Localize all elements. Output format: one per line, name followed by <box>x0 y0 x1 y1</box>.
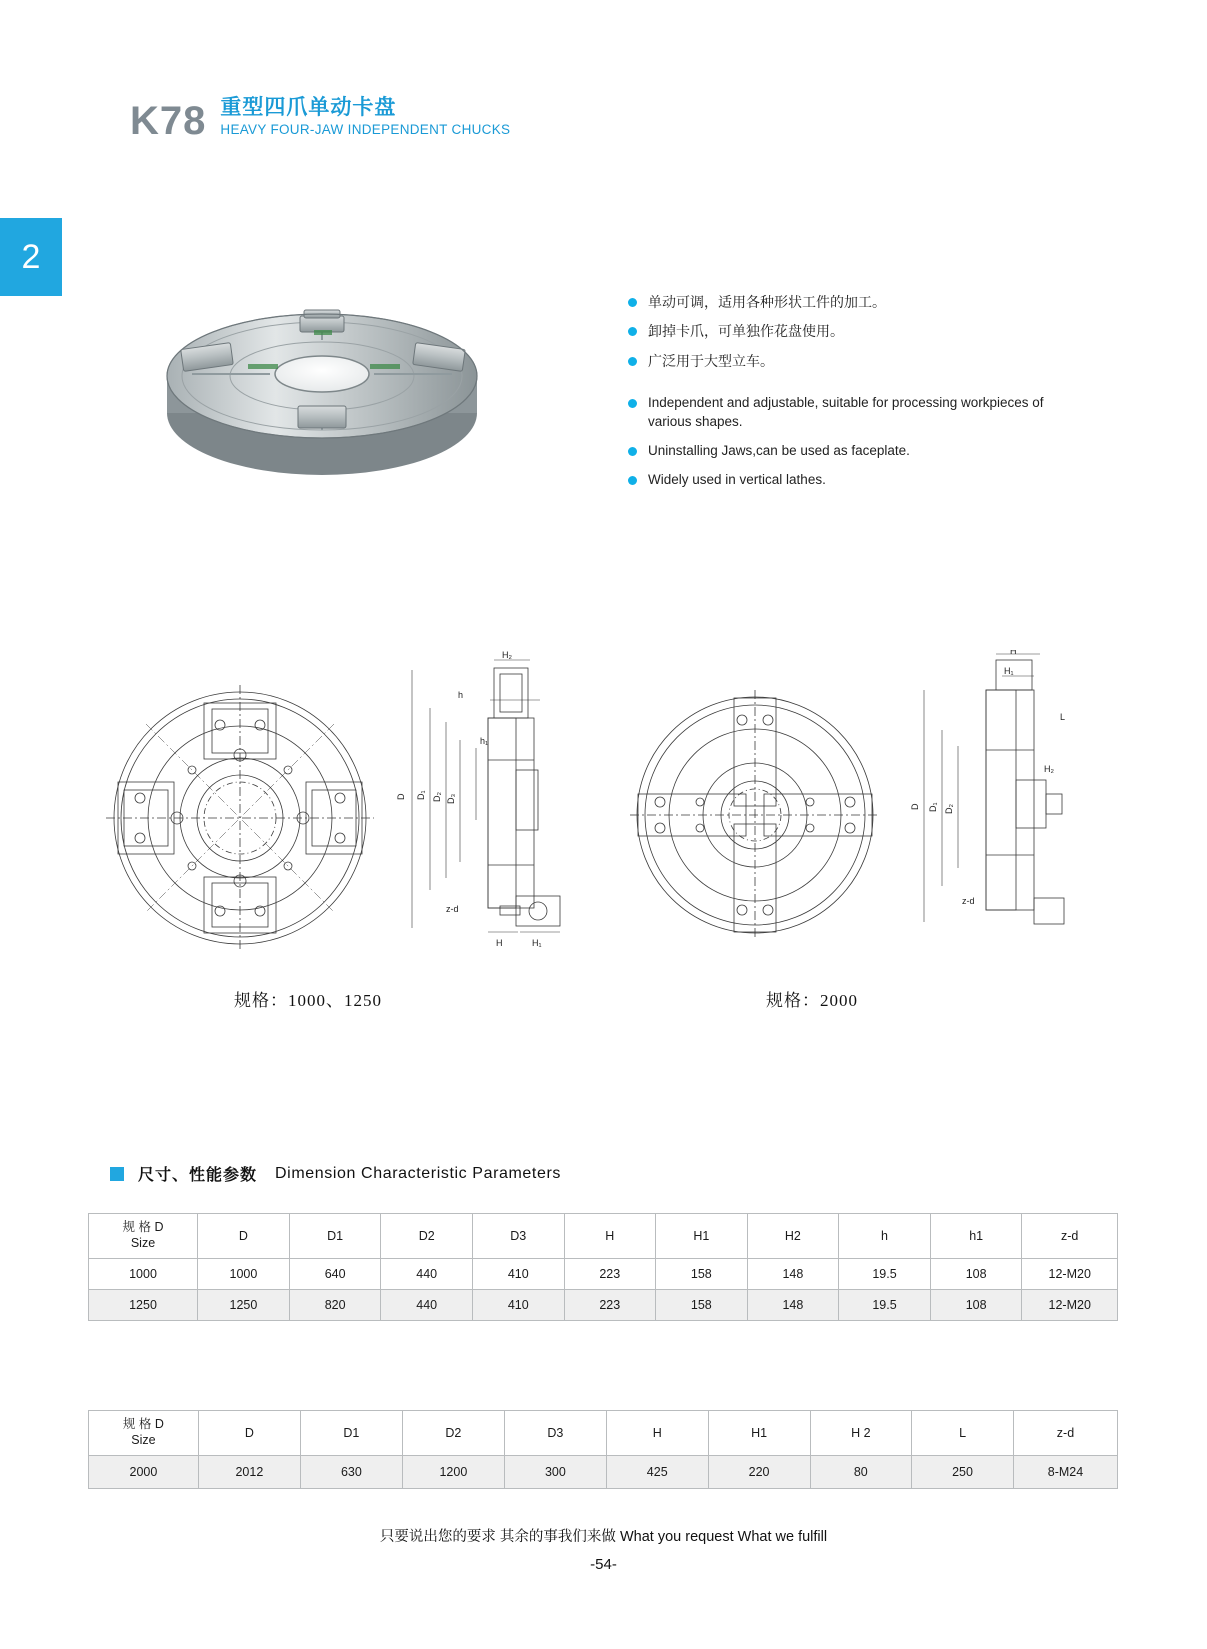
feature-item-cn <box>628 292 1048 312</box>
cell: 440 <box>381 1290 473 1321</box>
dimension-table-2 <box>88 1410 1118 1489</box>
cell: 148 <box>747 1259 839 1290</box>
table1-header-h: H <box>564 1214 656 1259</box>
feature-text-en: Widely used in vertical lathes. <box>648 471 826 487</box>
cell: 1200 <box>402 1456 504 1489</box>
dim-label-d1: D₁ <box>928 802 938 812</box>
cell: 1000 <box>198 1259 290 1290</box>
cell: 223 <box>564 1259 656 1290</box>
section-title-en: Dimension Characteristic Parameters <box>275 1164 561 1182</box>
dim-label-d: D <box>910 803 920 810</box>
feature-text-en: Independent and adjustable, suitable for processing workpieces of various shapes. <box>648 394 1044 430</box>
chapter-number: 2 <box>21 237 41 276</box>
cell: 158 <box>656 1290 748 1321</box>
table1-header-size <box>89 1214 198 1259</box>
cell: 148 <box>747 1290 839 1321</box>
dim-label-d2: D₂ <box>432 792 442 802</box>
drawing-section-view-1000-1250 <box>390 650 600 955</box>
dim-label-d3: D₃ <box>446 793 456 804</box>
dim-label-h1b: H₁ <box>532 938 542 948</box>
table2-header-l: L <box>912 1411 1014 1456</box>
table-row <box>89 1456 1118 1489</box>
dim-label-h: H <box>1010 650 1017 656</box>
table-header-row <box>89 1411 1118 1456</box>
drawing-caption-right: 规格：2000 <box>766 991 858 1010</box>
bullet-dot-icon <box>628 447 637 456</box>
drawing-caption-left: 规格：1000、1250 <box>234 991 382 1010</box>
cell: 1250 <box>89 1290 198 1321</box>
bullet-dot-icon <box>628 476 637 485</box>
product-code: K78 <box>130 98 207 143</box>
cell: 220 <box>708 1456 810 1489</box>
table1-header-h2: H2 <box>747 1214 839 1259</box>
dim-label-h2: H₂ <box>1044 764 1054 774</box>
cell: 410 <box>472 1259 564 1290</box>
section-title-cn: 尺寸、性能参数 <box>138 1167 258 1184</box>
cell: 425 <box>606 1456 708 1489</box>
dim-label-d: D <box>396 793 406 800</box>
dim-label-zd: z-d <box>446 904 459 914</box>
table-row <box>89 1259 1118 1290</box>
footer-slogan: 只要说出您的要求 其余的事我们来做 What you request What we fulfill <box>379 1529 828 1545</box>
bullet-dot-icon <box>628 357 637 366</box>
cell: 250 <box>912 1456 1014 1489</box>
cell: 820 <box>289 1290 381 1321</box>
product-title-en: HEAVY FOUR-JAW INDEPENDENT CHUCKS <box>220 122 511 138</box>
cell: 2000 <box>89 1456 199 1489</box>
table1-header-h1: H1 <box>656 1214 748 1259</box>
table2-header-h: H <box>606 1411 708 1456</box>
cell: 410 <box>472 1290 564 1321</box>
dim-label-l: L <box>1060 712 1066 722</box>
feature-item-en <box>628 441 1048 461</box>
dimension-table-1 <box>88 1213 1118 1321</box>
table1-header-h1low: h1 <box>930 1214 1022 1259</box>
table-header-row <box>89 1214 1118 1259</box>
dim-label-h1: H₁ <box>1004 666 1014 676</box>
cell: 1000 <box>89 1259 198 1290</box>
dim-label-d1: D₁ <box>416 790 426 800</box>
table1-header-d2: D2 <box>381 1214 473 1259</box>
dim-label-zd: z-d <box>962 896 975 906</box>
chapter-tab <box>0 218 62 296</box>
feature-item-cn <box>628 351 1048 371</box>
cell: 8-M24 <box>1013 1456 1117 1489</box>
table1-header-hlow: h <box>839 1214 931 1259</box>
page-number: -54- <box>590 1556 617 1573</box>
table2-header-size-en: Size <box>131 1433 156 1447</box>
table-row <box>89 1290 1118 1321</box>
product-photo <box>152 288 492 503</box>
table1-header-d1: D1 <box>289 1214 381 1259</box>
table1-header-size-cn: 规 格 D <box>122 1220 164 1235</box>
table1-header-size-en: Size <box>130 1236 156 1250</box>
cell: 630 <box>300 1456 402 1489</box>
feature-text-cn: 单动可调，适用各种形状工件的加工。 <box>648 294 886 310</box>
feature-item-en <box>628 393 1048 432</box>
bullet-dot-icon <box>628 298 637 307</box>
product-title-cn: 重型四爪单动卡盘 <box>220 96 397 119</box>
cell: 12-M20 <box>1022 1259 1118 1290</box>
cell: 158 <box>656 1259 748 1290</box>
table2-header-size <box>89 1411 199 1456</box>
feature-text-cn: 广泛用于大型立车。 <box>648 352 774 369</box>
drawing-front-view-2000 <box>630 690 880 945</box>
table2-header-d3: D3 <box>504 1411 606 1456</box>
feature-item-cn <box>628 321 1048 341</box>
table2-header-h1: H1 <box>708 1411 810 1456</box>
feature-list <box>628 292 1048 498</box>
cell: 300 <box>504 1456 606 1489</box>
section-title <box>110 1162 561 1185</box>
dim-label-h: h <box>458 690 464 700</box>
table2-header-size-cn: 规 格 D <box>122 1417 164 1432</box>
cell: 19.5 <box>839 1259 931 1290</box>
dim-label-h1: h₁ <box>480 736 489 746</box>
bullet-dot-icon <box>628 327 637 336</box>
dim-label-d2: D₂ <box>944 804 954 814</box>
feature-text-cn: 卸掉卡爪，可单独作花盘使用。 <box>648 323 844 340</box>
cell: 640 <box>289 1259 381 1290</box>
table1-header-d: D <box>198 1214 290 1259</box>
chuck-photo-illustration <box>152 288 492 503</box>
drawing-section-view-2000 <box>900 650 1100 955</box>
feature-text-en: Uninstalling Jaws,can be used as faceplate. <box>648 443 910 459</box>
cell: 440 <box>381 1259 473 1290</box>
cell: 108 <box>930 1290 1022 1321</box>
feature-item-en <box>628 470 1048 490</box>
table2-header-d: D <box>198 1411 300 1456</box>
cell: 19.5 <box>839 1290 931 1321</box>
cell: 12-M20 <box>1022 1290 1118 1321</box>
drawing-front-view-1000-1250 <box>100 685 380 960</box>
dim-label-hh: H <box>496 938 503 948</box>
dim-label-h2: H₂ <box>502 650 512 660</box>
table1-header-d3: D3 <box>472 1214 564 1259</box>
table1-header-zd: z-d <box>1022 1214 1118 1259</box>
cell: 1250 <box>198 1290 290 1321</box>
table2-header-d2: D2 <box>402 1411 504 1456</box>
table2-header-zd: z-d <box>1013 1411 1117 1456</box>
bullet-dot-icon <box>628 399 637 408</box>
table2-header-h2: H 2 <box>810 1411 912 1456</box>
page-header <box>130 95 510 141</box>
table2-header-d1: D1 <box>300 1411 402 1456</box>
section-square-icon <box>110 1167 124 1181</box>
feature-list-en <box>628 393 1048 489</box>
cell: 108 <box>930 1259 1022 1290</box>
cell: 80 <box>810 1456 912 1489</box>
cell: 223 <box>564 1290 656 1321</box>
product-title-block <box>220 95 510 141</box>
cell: 2012 <box>198 1456 300 1489</box>
